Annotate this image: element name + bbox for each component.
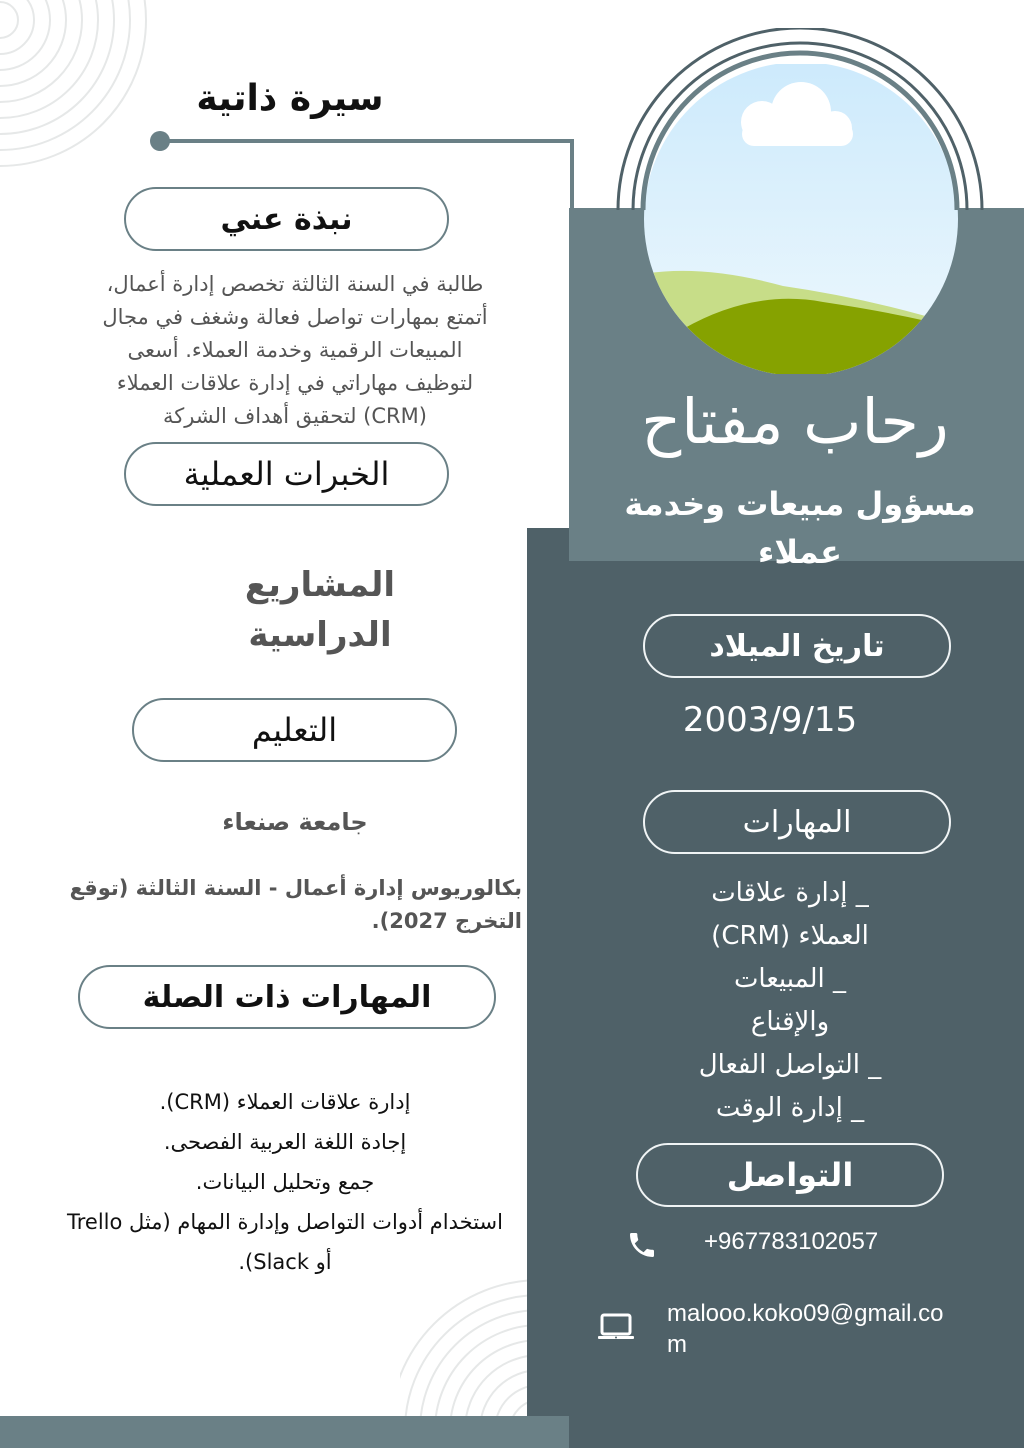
- related-skills-heading: [78, 965, 496, 1029]
- skill-line: والإقناع: [750, 1007, 830, 1037]
- email-line: malooo.koko09@gmail.co: [667, 1300, 944, 1327]
- page-title: سيرة ذاتية: [196, 78, 384, 119]
- phone-icon: [626, 1229, 658, 1261]
- skills-list: [640, 872, 940, 1130]
- related-skill: إجادة اللغة العربية الفصحى.: [163, 1130, 407, 1154]
- related-skill: إدارة علاقات العملاء (CRM).: [159, 1090, 411, 1114]
- experience-item: الدراسية: [248, 615, 392, 655]
- skill-line: _ التواصل الفعال: [698, 1050, 882, 1080]
- contact-heading: [636, 1143, 944, 1207]
- about-line: (CRM) لتحقيق أهداف الشركة: [163, 404, 427, 428]
- experience-heading-text: الخبرات العملية: [183, 455, 390, 493]
- related-skills-list: [20, 1082, 550, 1282]
- skills-heading-text: المهارات: [742, 804, 852, 840]
- birth-date-value: 2003/9/15: [682, 700, 858, 740]
- photo-arcs: [610, 28, 990, 210]
- about-line: المبيعات الرقمية وخدمة العملاء. أسعى: [127, 338, 463, 362]
- university: جامعة صنعاء: [222, 808, 368, 836]
- related-skills-heading-text: المهارات ذات الصلة: [142, 979, 432, 1015]
- decorative-rings-bottom: [400, 1260, 528, 1416]
- job-title-line1: مسؤول مبيعات وخدمة: [624, 485, 976, 523]
- email-address[interactable]: [667, 1298, 944, 1360]
- about-line: لتوظيف مهاراتي في إدارة علاقات العملاء: [116, 371, 474, 395]
- education-heading: [132, 698, 457, 762]
- about-heading: [124, 187, 449, 251]
- experience-heading: [124, 442, 449, 506]
- birth-date-heading-text: تاريخ الميلاد: [709, 628, 885, 664]
- skill-line: _ إدارة علاقات: [711, 878, 869, 908]
- related-skill: جمع وتحليل البيانات.: [195, 1170, 375, 1194]
- connector-dot: [150, 131, 170, 151]
- degree-line: التخرج 2027).: [371, 909, 522, 933]
- candidate-name: رحاب مفتاح: [641, 385, 949, 458]
- skills-heading: [643, 790, 951, 854]
- birth-date-heading: [643, 614, 951, 678]
- connector-line: [160, 139, 574, 143]
- skill-line: _ المبيعات: [733, 964, 847, 994]
- skill-line: _ إدارة الوقت: [715, 1093, 865, 1123]
- degree: [60, 872, 522, 938]
- about-text: [60, 268, 530, 433]
- experience-item: المشاريع: [244, 565, 396, 605]
- bottom-bar: [0, 1416, 569, 1448]
- contact-heading-text: التواصل: [726, 1156, 854, 1194]
- related-skill: أو Slack).: [238, 1250, 332, 1274]
- phone-number[interactable]: +967783102057: [704, 1228, 879, 1255]
- about-line: أتمتع بمهارات تواصل فعالة وشغف في مجال: [102, 305, 488, 329]
- skill-line: العملاء (CRM): [711, 921, 869, 951]
- laptop-icon: [597, 1312, 635, 1342]
- experience-items: [200, 560, 440, 660]
- connector-line-vertical: [570, 139, 574, 211]
- email-line: m: [667, 1331, 687, 1358]
- education-heading-text: التعليم: [251, 711, 338, 749]
- job-title: [600, 480, 1000, 576]
- degree-line: بكالوريوس إدارة أعمال - السنة الثالثة (توقع: [69, 876, 522, 900]
- related-skill: استخدام أدوات التواصل وإدارة المهام (مثل Trello: [67, 1210, 503, 1234]
- decorative-rings-top-left: [0, 0, 170, 180]
- about-line: طالبة في السنة الثالثة تخصص إدارة أعمال،: [106, 272, 484, 296]
- job-title-line2: عملاء: [758, 533, 842, 571]
- about-heading-text: نبذة عني: [220, 201, 353, 237]
